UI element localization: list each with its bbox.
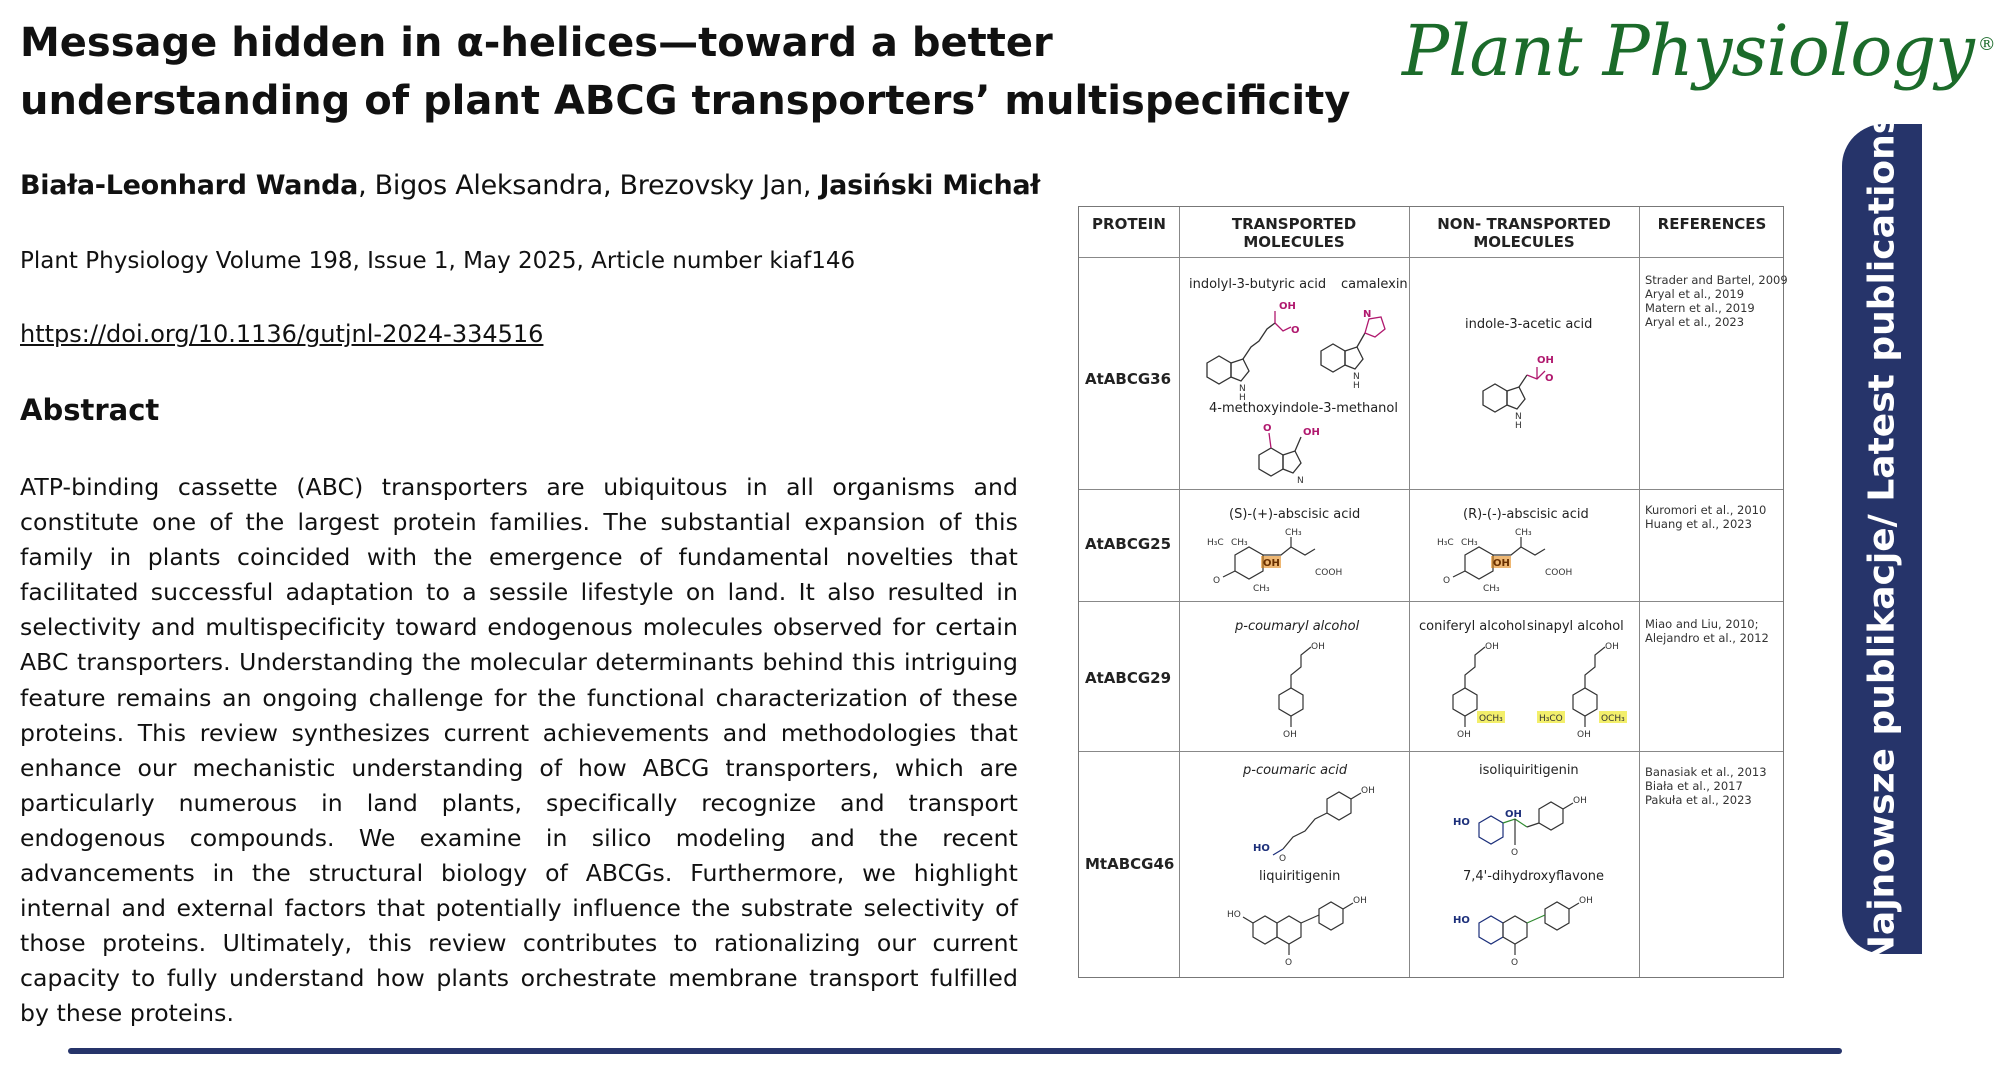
atom-label: OH bbox=[1485, 642, 1499, 652]
r-abscisic-acid-structure bbox=[1435, 525, 1635, 597]
atom-label: OH bbox=[1457, 730, 1471, 740]
atom-label: OH bbox=[1311, 642, 1325, 652]
atom-label: HO bbox=[1253, 843, 1270, 854]
author-separator: , bbox=[358, 170, 375, 201]
atom-label: N bbox=[1515, 412, 1522, 422]
atom-label: N bbox=[1297, 476, 1304, 486]
atom-label: OH bbox=[1361, 786, 1375, 796]
molecule-name: camalexin bbox=[1341, 277, 1408, 292]
latest-publications-label: Najnowsze publikacje/ Latest publications bbox=[1861, 112, 1903, 966]
atom-label: COOH bbox=[1315, 568, 1343, 578]
protein-label: AtABCG25 bbox=[1085, 535, 1172, 553]
liquiritigenin-structure bbox=[1227, 887, 1397, 975]
molecule-name: p-coumaryl alcohol bbox=[1235, 619, 1360, 634]
atom-label: CH₃ bbox=[1483, 584, 1500, 594]
atom-label: O bbox=[1511, 958, 1519, 968]
references-cell: Strader and Bartel, 2009 Aryal et al., 2019 Matern et al., 2019 Aryal et al., 2023 bbox=[1645, 273, 1788, 329]
atom-label: OH bbox=[1579, 896, 1593, 906]
protein-label: MtABCG46 bbox=[1085, 855, 1175, 873]
s-abscisic-acid-structure bbox=[1205, 525, 1405, 597]
header-non-transported: NON- TRANSPORTED MOLECULES bbox=[1437, 215, 1611, 251]
atom-label: OH bbox=[1303, 427, 1320, 438]
atom-label: OH bbox=[1279, 301, 1296, 312]
atom-label: H₃C bbox=[1207, 538, 1224, 548]
atom-label: OH bbox=[1263, 558, 1280, 569]
doi-link[interactable]: https://doi.org/10.1136/gutjnl-2024-334516 bbox=[20, 320, 544, 348]
molecule-name: (R)-(-)-abscisic acid bbox=[1463, 507, 1589, 522]
atom-label: OH bbox=[1537, 355, 1554, 366]
journal-logo bbox=[1402, 10, 1995, 92]
author-list bbox=[20, 170, 1040, 201]
citation: Plant Physiology Volume 198, Issue 1, May 2025, Article number kiaf146 bbox=[20, 248, 856, 274]
molecule-name: indolyl-3-butyric acid bbox=[1189, 277, 1327, 292]
atom-label: N bbox=[1363, 309, 1372, 320]
camalexin-structure bbox=[1317, 293, 1407, 393]
footer-divider bbox=[68, 1048, 1842, 1054]
protein-label: AtABCG29 bbox=[1085, 669, 1172, 687]
indolyl-3-butyric-acid-structure bbox=[1203, 293, 1313, 403]
author-separator: , bbox=[802, 170, 820, 201]
atom-label: OH bbox=[1605, 642, 1619, 652]
atom-label: OH bbox=[1353, 896, 1367, 906]
isoliquiritigenin-structure bbox=[1449, 779, 1629, 869]
journal-name: Plant Physiology bbox=[1402, 10, 1974, 92]
molecule-name: 7,4'-dihydroxyflavone bbox=[1463, 869, 1605, 884]
atom-label: OH bbox=[1577, 730, 1591, 740]
atom-label: OH bbox=[1573, 796, 1587, 806]
atom-label: HO bbox=[1227, 910, 1241, 920]
molecule-name: (S)-(+)-abscisic acid bbox=[1229, 507, 1361, 522]
p-coumaryl-alcohol-structure bbox=[1265, 637, 1345, 747]
atom-label: OH bbox=[1493, 558, 1510, 569]
molecule-name: liquiritigenin bbox=[1259, 869, 1341, 884]
atom-label: OCH₃ bbox=[1601, 714, 1625, 724]
author-2: Bigos Aleksandra bbox=[374, 170, 603, 201]
indole-3-acetic-acid-structure bbox=[1479, 337, 1579, 437]
atom-label: CH₃ bbox=[1461, 538, 1478, 548]
abstract-text: ATP-binding cassette (ABC) transporters are ubiquitous in all organisms and constitute one of the largest protein families. The substantial expansion of this family in plants coincided with the emergence of fundamental novelties that facilitated successful adaptation to a sessile lifestyle on land. It also resulted in selectivity and multispecificity toward endogenous molecules observed for certain ABC transporters. Understanding the molecular determinants behind this intriguing feature remains an ongoing challenge for the functional characterization of these proteins. This review synthesizes current achievements and methodologies that enhance our mechanistic understanding of how ABCG transporters, which are particularly numerous in land plants, specifically recognize and transport endogenous compounds. We examine in silico modeling and the recent advancements in the structural biology of ABCGs. Furthermore, we highlight internal and external factors that potentially influence the substrate selectivity of those proteins. Ultimately, this review contributes to rationalizing our current capacity to fully understand how plants orchestrate membrane transport fulfilled by these proteins. bbox=[20, 473, 1018, 1028]
molecule-name: indole-3-acetic acid bbox=[1465, 317, 1593, 332]
atom-label: O bbox=[1213, 576, 1221, 586]
methoxyindole-methanol-structure bbox=[1255, 419, 1355, 489]
references-cell: Kuromori et al., 2010 Huang et al., 2023 bbox=[1645, 503, 1767, 531]
atom-label: O bbox=[1545, 373, 1554, 384]
atom-label: CH₃ bbox=[1231, 538, 1248, 548]
atom-label: O bbox=[1291, 325, 1300, 336]
atom-label: H bbox=[1239, 393, 1246, 403]
atom-label: HO bbox=[1453, 915, 1470, 926]
atom-label: H₃CO bbox=[1539, 714, 1563, 724]
atom-label: H₃C bbox=[1437, 538, 1454, 548]
molecule-name: coniferyl alcohol bbox=[1419, 619, 1526, 634]
substrate-table bbox=[1078, 206, 1788, 978]
header-transported: TRANSPORTED MOLECULES bbox=[1231, 215, 1357, 251]
article-title: Message hidden in α-helices—toward a better understanding of plant ABCG transporters’ multispecificity bbox=[20, 20, 1351, 124]
author-4: Jasiński Michał bbox=[819, 170, 1041, 201]
atom-label: CH₃ bbox=[1285, 528, 1302, 538]
atom-label: OCH₃ bbox=[1479, 714, 1503, 724]
atom-label: OH bbox=[1283, 730, 1297, 740]
atom-label: O bbox=[1443, 576, 1451, 586]
references-cell: Banasiak et al., 2013 Biała et al., 2017 Pakuła et al., 2023 bbox=[1645, 765, 1767, 807]
dihydroxyflavone-structure bbox=[1449, 887, 1629, 975]
molecule-name: sinapyl alcohol bbox=[1527, 619, 1624, 634]
atom-label: N bbox=[1353, 372, 1360, 382]
atom-label: N bbox=[1239, 384, 1246, 394]
header-protein: PROTEIN bbox=[1092, 215, 1166, 233]
atom-label: OH bbox=[1505, 809, 1522, 820]
atom-label: H bbox=[1515, 421, 1522, 431]
atom-label: HO bbox=[1453, 817, 1470, 828]
atom-label: O bbox=[1279, 854, 1287, 864]
header-references: REFERENCES bbox=[1657, 215, 1767, 233]
author-1: Biała-Leonhard Wanda bbox=[20, 170, 359, 201]
molecule-name: p-coumaric acid bbox=[1243, 763, 1348, 778]
atom-label: O bbox=[1511, 848, 1519, 858]
atom-label: O bbox=[1285, 958, 1293, 968]
author-3: Brezovsky Jan bbox=[619, 170, 803, 201]
atom-label: CH₃ bbox=[1515, 528, 1532, 538]
protein-label: AtABCG36 bbox=[1085, 370, 1172, 388]
atom-label: H bbox=[1353, 381, 1360, 391]
atom-label: O bbox=[1263, 423, 1272, 434]
coniferyl-sinapyl-structures bbox=[1429, 637, 1629, 747]
molecule-name: 4-methoxyindole-3-methanol bbox=[1209, 401, 1398, 416]
registered-mark: ® bbox=[1977, 34, 1995, 55]
molecule-name: isoliquiritigenin bbox=[1479, 763, 1579, 778]
author-separator: , bbox=[602, 170, 620, 201]
atom-label: CH₃ bbox=[1253, 584, 1270, 594]
references-cell: Miao and Liu, 2010; Alejandro et al., 2012 bbox=[1645, 617, 1769, 645]
abstract-heading: Abstract bbox=[20, 393, 160, 427]
p-coumaric-acid-structure bbox=[1239, 779, 1389, 864]
atom-label: COOH bbox=[1545, 568, 1573, 578]
